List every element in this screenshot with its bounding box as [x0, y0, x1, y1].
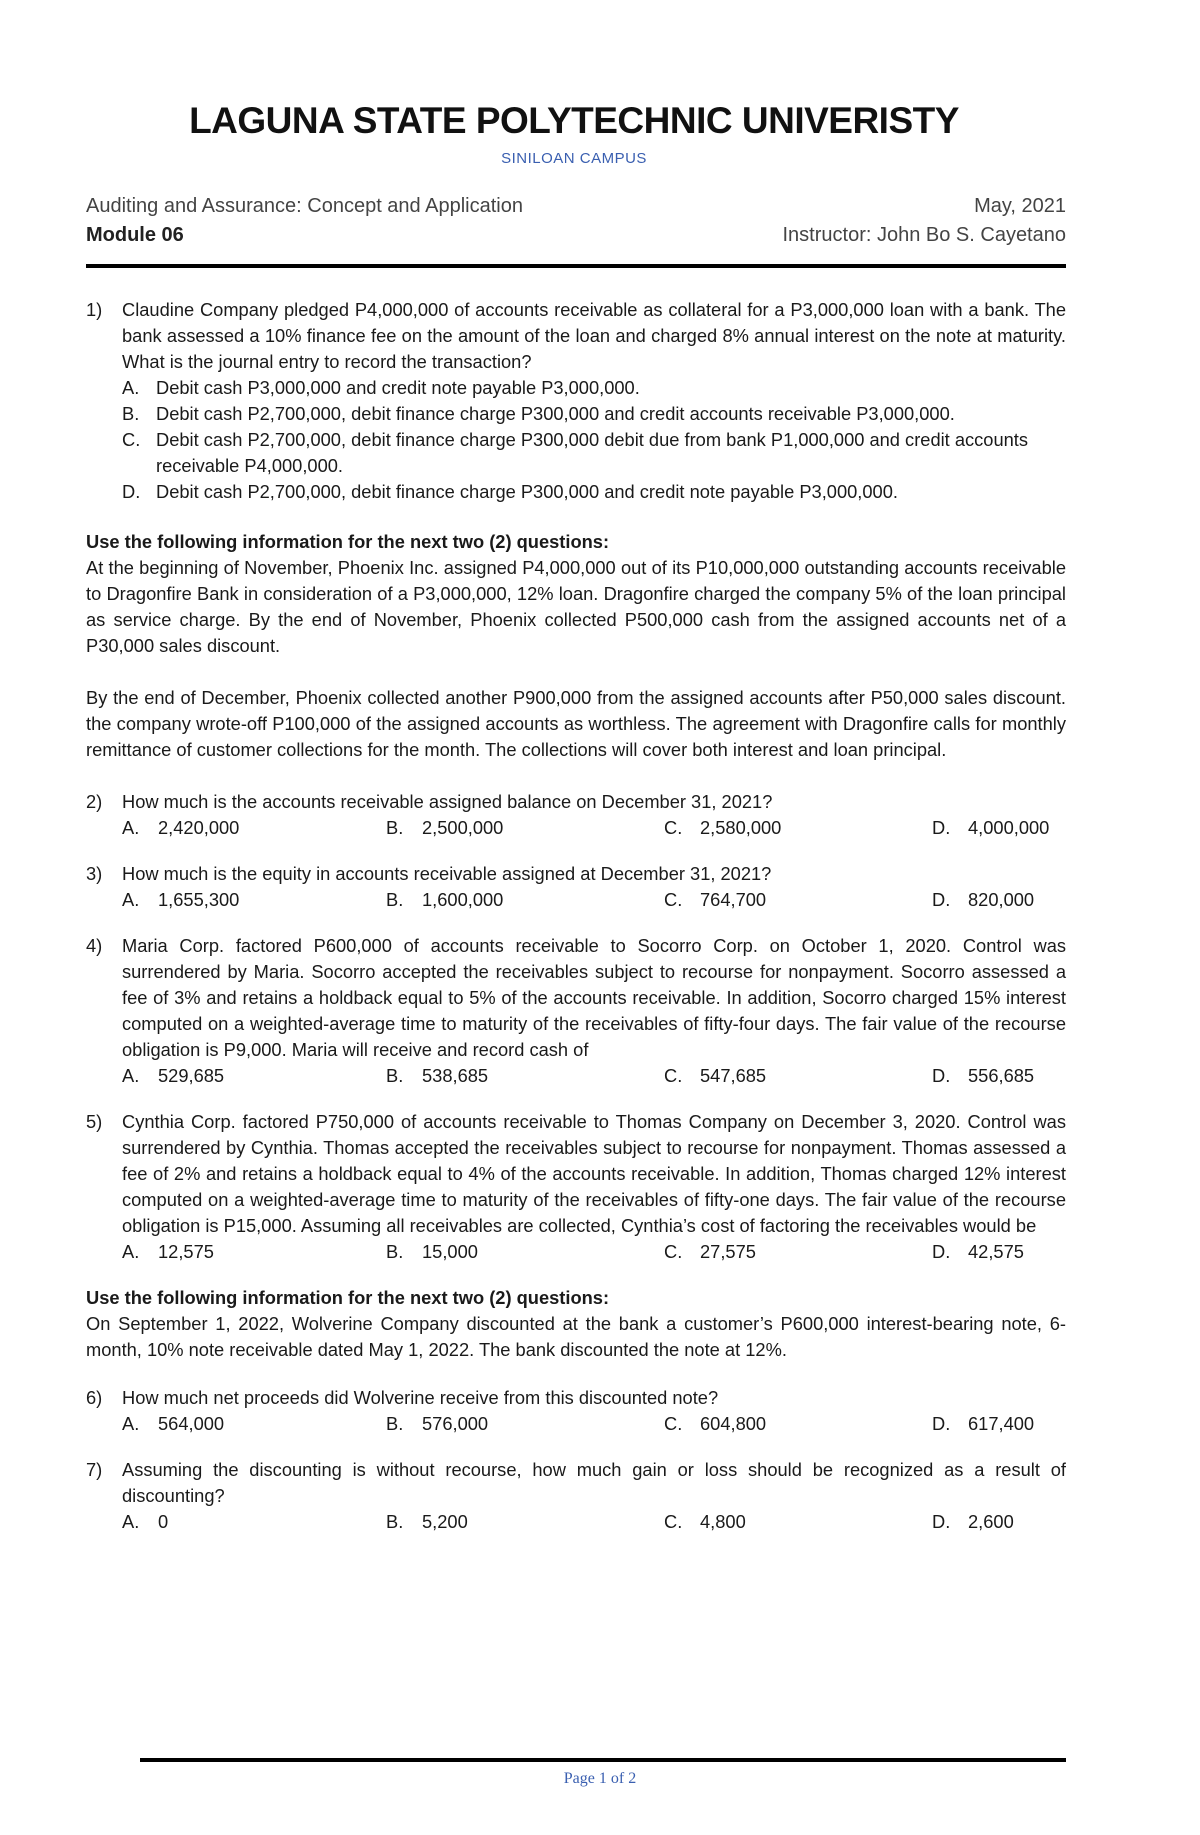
option-letter: A. — [122, 1241, 140, 1262]
option-3a — [122, 887, 239, 913]
option-text: 820,000 — [968, 889, 1035, 910]
option-text: 4,000,000 — [968, 817, 1050, 838]
question-stem: How much is the accounts receivable assigned balance on December 31, 2021? — [122, 791, 773, 812]
option-letter: A. — [122, 377, 140, 398]
option-letter: B. — [386, 1413, 404, 1434]
question-stem: Cynthia Corp. factored P750,000 of accounts receivable to Thomas Company on December 3, 2020. Control was surrendered by Cynthia. Thomas accepted the receivables subject to recourse for nonpayment. Thomas assessed a fee of 2% and retains a holdback equal to 4% of the accounts receivable. In addition, Thomas charged 12% interest computed on a weighted-average time to maturity of the receivables of fifty-one days. The fair value of the recourse obligation is P15,000. Assuming all receivables are collected, Cynthia’s cost of factoring the receivables would be — [122, 1111, 1066, 1236]
option-5b — [386, 1239, 478, 1265]
question-number: 4) — [86, 935, 103, 956]
header-divider — [86, 264, 1066, 268]
question-4 — [86, 933, 1066, 1063]
option-letter: C. — [122, 429, 141, 450]
question-stem: Assuming the discounting is without recourse, how much gain or loss should be recognized as a result of discounting? — [122, 1459, 1066, 1506]
option-letter: B. — [122, 403, 140, 424]
option-text: Debit cash P2,700,000, debit finance charge P300,000 and credit accounts receivable P3,000,000. — [156, 403, 955, 424]
option-letter: B. — [386, 1065, 404, 1086]
option-1a — [86, 375, 1066, 401]
option-letter: B. — [386, 817, 404, 838]
option-text: 564,000 — [158, 1413, 225, 1434]
option-letter: A. — [122, 1413, 140, 1434]
question-2 — [86, 789, 1066, 815]
option-2d — [932, 815, 1049, 841]
options-row-3 — [86, 887, 1066, 913]
option-3c — [664, 887, 766, 913]
options-row-6 — [86, 1411, 1066, 1437]
question-6 — [86, 1385, 1066, 1411]
option-text: 27,575 — [700, 1241, 756, 1262]
option-text: 2,500,000 — [422, 817, 504, 838]
option-letter: C. — [664, 817, 683, 838]
options-row-2 — [86, 815, 1066, 841]
option-letter: C. — [664, 889, 683, 910]
option-text: 764,700 — [700, 889, 767, 910]
option-letter: A. — [122, 1065, 140, 1086]
option-7b — [386, 1509, 468, 1535]
option-text: 1,600,000 — [422, 889, 504, 910]
option-4c — [664, 1063, 766, 1089]
option-4b — [386, 1063, 488, 1089]
option-letter: B. — [386, 1241, 404, 1262]
footer-divider — [140, 1758, 1066, 1762]
options-row-5 — [86, 1239, 1066, 1265]
option-letter: C. — [664, 1241, 683, 1262]
option-text: 604,800 — [700, 1413, 767, 1434]
question-stem: Claudine Company pledged P4,000,000 of accounts receivable as collateral for a P3,000,000 loan with a bank. The bank assessed a 10% finance fee on the amount of the loan and charged 8% annual interest on the note at maturity. What is the journal entry to record the transaction? — [122, 299, 1066, 372]
option-5c — [664, 1239, 756, 1265]
option-3b — [386, 887, 503, 913]
option-text: 576,000 — [422, 1413, 489, 1434]
option-letter: D. — [122, 481, 141, 502]
header-row-2 — [86, 224, 1066, 254]
question-stem: How much is the equity in accounts receivable assigned at December 31, 2021? — [122, 863, 772, 884]
question-number: 1) — [86, 299, 103, 320]
option-letter: A. — [122, 889, 140, 910]
option-6d — [932, 1411, 1034, 1437]
question-number: 3) — [86, 863, 103, 884]
option-text: 0 — [158, 1511, 169, 1532]
instructor-label: Instructor: John Bo S. Cayetano — [782, 224, 1066, 246]
option-letter: D. — [932, 1065, 951, 1086]
option-letter: D. — [932, 817, 951, 838]
option-text: 547,685 — [700, 1065, 767, 1086]
question-number: 2) — [86, 791, 103, 812]
option-text: 42,575 — [968, 1241, 1024, 1262]
option-text: Debit cash P3,000,000 and credit note payable P3,000,000. — [156, 377, 640, 398]
option-text: 1,655,300 — [158, 889, 240, 910]
question-5 — [86, 1109, 1066, 1239]
option-5a — [122, 1239, 214, 1265]
campus-subtitle: SINILOAN CAMPUS — [501, 150, 647, 167]
option-letter: D. — [932, 1511, 951, 1532]
option-text: 556,685 — [968, 1065, 1035, 1086]
option-text: 538,685 — [422, 1065, 489, 1086]
question-number: 6) — [86, 1387, 103, 1408]
option-4d — [932, 1063, 1034, 1089]
option-letter: C. — [664, 1065, 683, 1086]
module-label: Module 06 — [86, 224, 184, 246]
option-6b — [386, 1411, 488, 1437]
questions-body — [86, 297, 1066, 1535]
question-number: 5) — [86, 1111, 103, 1132]
options-row-7 — [86, 1509, 1066, 1535]
info-heading-1: Use the following information for the next two (2) questions: — [86, 531, 610, 552]
option-2b — [386, 815, 503, 841]
option-letter: A. — [122, 1511, 140, 1532]
question-number: 7) — [86, 1459, 103, 1480]
option-1d — [86, 479, 1066, 505]
option-2a — [122, 815, 239, 841]
option-1c — [86, 427, 1066, 479]
header-row-1 — [86, 195, 1066, 225]
option-text: 12,575 — [158, 1241, 214, 1262]
university-title: LAGUNA STATE POLYTECHNIC UNIVERISTY — [189, 100, 959, 141]
option-text: 2,600 — [968, 1511, 1014, 1532]
option-6c — [664, 1411, 766, 1437]
option-text: Debit cash P2,700,000, debit finance charge P300,000 debit due from bank P1,000,000 and credit accounts receivable P4,000,000. — [156, 429, 1029, 476]
option-1b — [86, 401, 1066, 427]
page-number: Page 1 of 2 — [563, 1770, 637, 1787]
option-letter: B. — [386, 1511, 404, 1532]
question-1 — [86, 297, 1066, 375]
info-paragraph-3: On September 1, 2022, Wolverine Company discounted at the bank a customer’s P600,000 interest-bearing note, 6-month, 10% note receivable dated May 1, 2022. The bank discounted the note at 12%. — [86, 1313, 1066, 1360]
option-text: Debit cash P2,700,000, debit finance charge P300,000 and credit note payable P3,000,000. — [156, 481, 898, 502]
info-paragraph-1: At the beginning of November, Phoenix Inc. assigned P4,000,000 out of its P10,000,000 outstanding accounts receivable to Dragonfire Bank in consideration of a P3,000,000, 12% loan. Dragonfire charged the company 5% of the loan principal as service charge. By the end of November, Phoenix collected P500,000 cash from the assigned accounts net of a P30,000 sales discount. — [86, 557, 1066, 656]
option-7c — [664, 1509, 746, 1535]
option-5d — [932, 1239, 1024, 1265]
option-text: 617,400 — [968, 1413, 1035, 1434]
option-text: 2,580,000 — [700, 817, 782, 838]
option-2c — [664, 815, 781, 841]
info-paragraph-2: By the end of December, Phoenix collected another P900,000 from the assigned accounts after P50,000 sales discount. the company wrote-off P100,000 of the assigned accounts as worthless. The agreement with Dragonfire calls for monthly remittance of customer collections for the month. The collections will cover both interest and loan principal. — [86, 687, 1066, 760]
options-row-4 — [86, 1063, 1066, 1089]
option-text: 15,000 — [422, 1241, 478, 1262]
option-letter: D. — [932, 889, 951, 910]
option-letter: D. — [932, 1413, 951, 1434]
option-letter: D. — [932, 1241, 951, 1262]
option-4a — [122, 1063, 224, 1089]
option-letter: B. — [386, 889, 404, 910]
option-text: 5,200 — [422, 1511, 468, 1532]
option-text: 4,800 — [700, 1511, 746, 1532]
question-stem: How much net proceeds did Wolverine receive from this discounted note? — [122, 1387, 719, 1408]
option-letter: C. — [664, 1413, 683, 1434]
option-7a — [122, 1509, 168, 1535]
date-label: May, 2021 — [974, 195, 1066, 217]
option-text: 529,685 — [158, 1065, 225, 1086]
option-3d — [932, 887, 1034, 913]
course-title: Auditing and Assurance: Concept and Application — [86, 195, 523, 217]
question-3 — [86, 861, 1066, 887]
option-6a — [122, 1411, 224, 1437]
option-letter: A. — [122, 817, 140, 838]
question-stem: Maria Corp. factored P600,000 of accounts receivable to Socorro Corp. on October 1, 2020. Control was surrendered by Maria. Socorro accepted the receivables subject to recourse for nonpayment. Socorro assessed a fee of 3% and retains a holdback equal to 5% of the accounts receivable. In addition, Socorro charged 15% interest computed on a weighted-average time to maturity of the receivables of fifty-four days. The fair value of the recourse obligation is P9,000. Maria will receive and record cash of — [122, 935, 1066, 1060]
question-7 — [86, 1457, 1066, 1509]
option-letter: C. — [664, 1511, 683, 1532]
info-heading-2: Use the following information for the next two (2) questions: — [86, 1287, 610, 1308]
option-7d — [932, 1509, 1014, 1535]
option-text: 2,420,000 — [158, 817, 240, 838]
